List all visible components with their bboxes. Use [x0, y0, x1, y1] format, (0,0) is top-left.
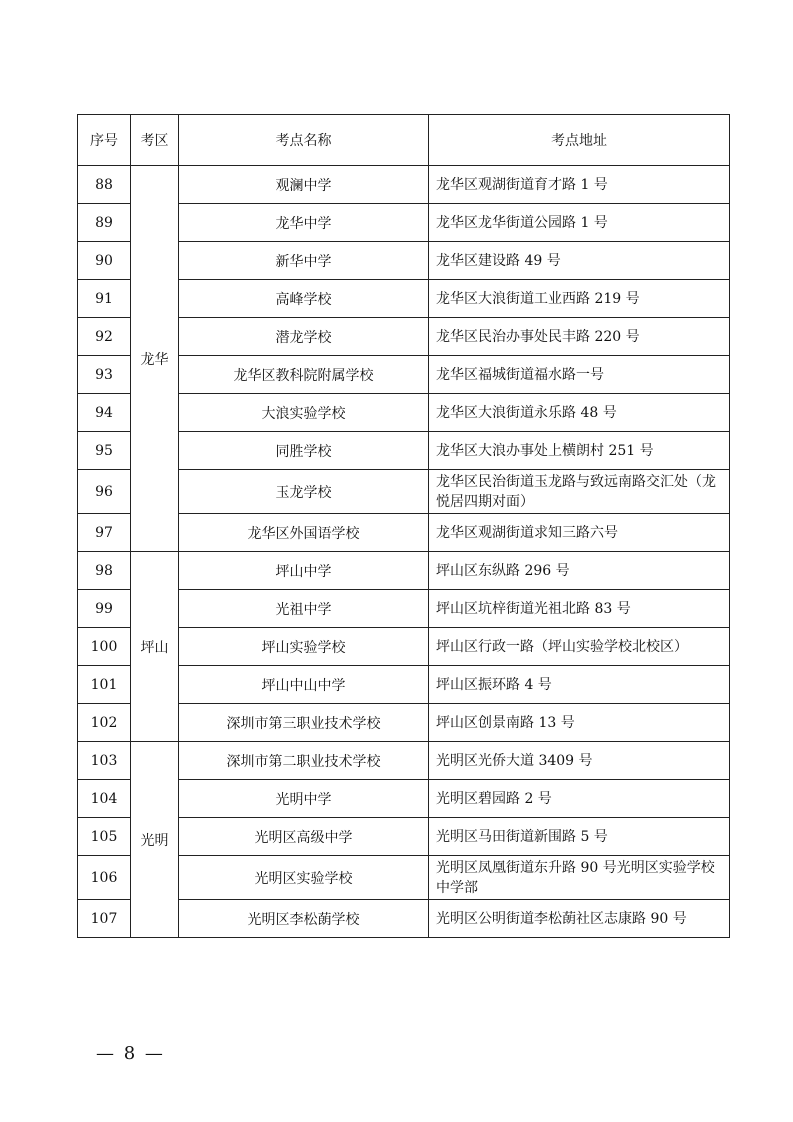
- site-address: 龙华区建设路 49 号: [429, 242, 730, 280]
- site-address: 龙华区民治街道玉龙路与致远南路交汇处（龙悦居四期对面）: [429, 470, 730, 514]
- row-number: 107: [78, 900, 131, 938]
- site-name: 光祖中学: [179, 590, 429, 628]
- district-cell: 龙华: [131, 166, 179, 552]
- site-address: 坪山区东纵路 296 号: [429, 552, 730, 590]
- site-name: 高峰学校: [179, 280, 429, 318]
- site-address: 坪山区创景南路 13 号: [429, 704, 730, 742]
- site-name: 坪山实验学校: [179, 628, 429, 666]
- district-cell: 坪山: [131, 552, 179, 742]
- site-name: 新华中学: [179, 242, 429, 280]
- exam-site-table-container: [77, 114, 729, 938]
- site-address: 龙华区大浪办事处上横朗村 251 号: [429, 432, 730, 470]
- row-number: 99: [78, 590, 131, 628]
- site-address: 龙华区龙华街道公园路 1 号: [429, 204, 730, 242]
- row-number: 89: [78, 204, 131, 242]
- row-number: 104: [78, 780, 131, 818]
- table-row: [78, 166, 730, 204]
- site-address: 光明区碧园路 2 号: [429, 780, 730, 818]
- page-number: — 8 —: [96, 1043, 165, 1064]
- site-name: 深圳市第三职业技术学校: [179, 704, 429, 742]
- row-number: 88: [78, 166, 131, 204]
- site-address: 龙华区福城街道福水路一号: [429, 356, 730, 394]
- row-number: 98: [78, 552, 131, 590]
- exam-site-table: [77, 114, 730, 938]
- site-name: 光明中学: [179, 780, 429, 818]
- table-body: [78, 166, 730, 938]
- site-name: 潜龙学校: [179, 318, 429, 356]
- site-name: 大浪实验学校: [179, 394, 429, 432]
- row-number: 94: [78, 394, 131, 432]
- header-site-name: 考点名称: [179, 115, 429, 166]
- site-name: 深圳市第二职业技术学校: [179, 742, 429, 780]
- site-address: 龙华区大浪街道永乐路 48 号: [429, 394, 730, 432]
- site-name: 光明区高级中学: [179, 818, 429, 856]
- row-number: 91: [78, 280, 131, 318]
- site-address: 龙华区观湖街道育才路 1 号: [429, 166, 730, 204]
- row-number: 105: [78, 818, 131, 856]
- table-row: [78, 742, 730, 780]
- site-address: 光明区凤凰街道东升路 90 号光明区实验学校中学部: [429, 856, 730, 900]
- row-number: 100: [78, 628, 131, 666]
- district-cell: 光明: [131, 742, 179, 938]
- site-name: 光明区实验学校: [179, 856, 429, 900]
- site-name: 龙华区外国语学校: [179, 514, 429, 552]
- row-number: 97: [78, 514, 131, 552]
- header-district: 考区: [131, 115, 179, 166]
- header-site-address: 考点地址: [429, 115, 730, 166]
- site-address: 光明区光侨大道 3409 号: [429, 742, 730, 780]
- site-address: 光明区公明街道李松蓢社区志康路 90 号: [429, 900, 730, 938]
- row-number: 90: [78, 242, 131, 280]
- site-address: 坪山区振环路 4 号: [429, 666, 730, 704]
- table-header-row: [78, 115, 730, 166]
- site-address: 龙华区大浪街道工业西路 219 号: [429, 280, 730, 318]
- site-address: 龙华区民治办事处民丰路 220 号: [429, 318, 730, 356]
- row-number: 92: [78, 318, 131, 356]
- header-no: 序号: [78, 115, 131, 166]
- site-address: 光明区马田街道新围路 5 号: [429, 818, 730, 856]
- site-name: 观澜中学: [179, 166, 429, 204]
- row-number: 101: [78, 666, 131, 704]
- row-number: 93: [78, 356, 131, 394]
- table-row: [78, 552, 730, 590]
- site-address: 龙华区观湖街道求知三路六号: [429, 514, 730, 552]
- row-number: 102: [78, 704, 131, 742]
- row-number: 103: [78, 742, 131, 780]
- site-name: 玉龙学校: [179, 470, 429, 514]
- row-number: 95: [78, 432, 131, 470]
- site-name: 龙华中学: [179, 204, 429, 242]
- site-name: 龙华区教科院附属学校: [179, 356, 429, 394]
- site-name: 光明区李松蓢学校: [179, 900, 429, 938]
- row-number: 106: [78, 856, 131, 900]
- site-address: 坪山区坑梓街道光祖北路 83 号: [429, 590, 730, 628]
- site-name: 坪山中山中学: [179, 666, 429, 704]
- row-number: 96: [78, 470, 131, 514]
- site-name: 坪山中学: [179, 552, 429, 590]
- site-address: 坪山区行政一路（坪山实验学校北校区）: [429, 628, 730, 666]
- site-name: 同胜学校: [179, 432, 429, 470]
